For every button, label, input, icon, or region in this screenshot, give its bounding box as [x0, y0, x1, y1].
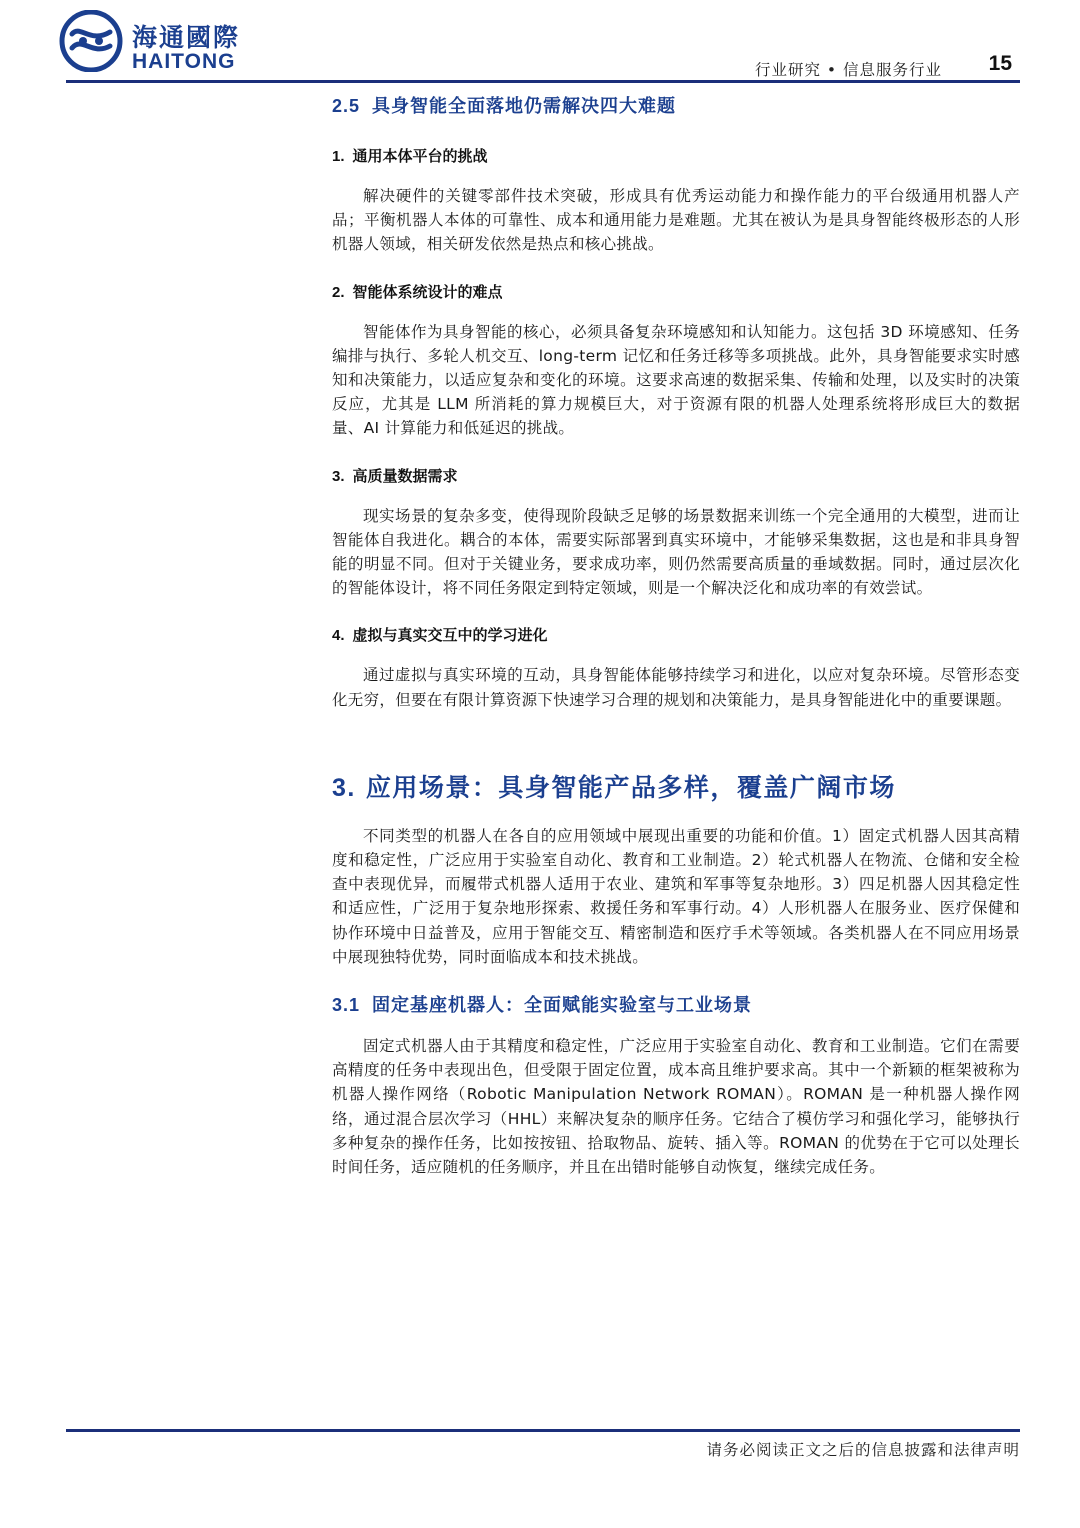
paragraph: 不同类型的机器人在各自的应用领域中展现出重要的功能和价值。1）固定式机器人因其高精度和稳定性，广泛应用于实验室自动化、教育和工业制造。2）轮式机器人在物流、仓储和安全检查中表现优异，而履带式机器人适用于农业、建筑和军事等复杂地形。3）四足机器人因其稳定性和适应性，广泛用于复杂地形探索、救援任务和军事行动。4）人形机器人在服务业、医疗保健和协作环境中日益普及，应用于智能交互、精密制造和医疗手术等领域。各类机器人在不同应用场景中展现独特优势，同时面临成本和技术挑战。 [332, 826, 1020, 966]
haitong-logo [58, 10, 248, 72]
footer-divider [66, 1429, 1020, 1432]
section-number: 2.5 [332, 96, 361, 116]
section-title: 应用场景：具身智能产品多样，覆盖广阔市场 [365, 772, 896, 802]
subsection-title: 高质量数据需求 [352, 466, 458, 485]
section-title: 固定基座机器人：全面赋能实验室与工业场景 [372, 995, 753, 1017]
section-2-5-heading [332, 90, 1020, 123]
section-number: 3.1 [332, 995, 361, 1016]
paragraph: 固定式机器人由于其精度和稳定性，广泛应用于实验室自动化、教育和工业制造。它们在需要高精度的任务中表现出色，但受限于固定位置，成本高且维护要求高。其中一个新颖的框架被称为机器人操作网络（Robotic Manipulation Network ROMAN）。ROMAN 是一种机器人操作网络，通过混合层次学习（HHL）来解决复杂的顺序任务。它结合了模仿学习和强化学习，能够执行多种复杂的操作任务，比如按按钮、拾取物品、旋转、插入等。ROMAN 的优势在于它可以处理长时间任务，适应随机的任务顺序，并且在出错时能够自动恢复，继续完成任务。 [332, 1037, 1020, 1177]
subsection-title: 通用本体平台的挑战 [352, 147, 488, 165]
subsection-heading [332, 620, 1020, 651]
subsection-heading [332, 461, 1020, 492]
page-number: 15 [988, 52, 1012, 75]
section-3-1-heading [332, 989, 1020, 1022]
header-divider [66, 80, 1020, 83]
subsection-title: 智能体系统设计的难点 [352, 282, 503, 301]
footer-disclaimer: 请务必阅读正文之后的信息披露和法律声明 [706, 1441, 1020, 1459]
paragraph: 解决硬件的关键零部件技术突破，形成具有优秀运动能力和操作能力的平台级通用机器人产品；平衡机器人本体的可靠性、成本和通用能力是难题。尤其在被认为是具身智能终极形态的人形机器人领域，相关研发依然是热点和核心挑战。 [332, 187, 1020, 254]
paragraph: 通过虚拟与真实环境的互动，具身智能体能够持续学习和进化，以应对复杂环境。尽管形态变化无穷，但要在有限计算资源下快速学习合理的规划和决策能力，是具身智能进化中的重要课题。 [332, 666, 1020, 709]
subsection-number: 1. [332, 148, 345, 165]
subsection-heading [332, 277, 1020, 308]
subsection-number: 2. [332, 283, 345, 301]
logo-english-name: HAITONG [132, 50, 236, 73]
logo-chinese-name: 海通國際 [132, 23, 241, 52]
subsection-number: 3. [332, 467, 345, 485]
paragraph: 智能体作为具身智能的核心，必须具备复杂环境感知和认知能力。这包括 3D 环境感知、任务编排与执行、多轮人机交互、long-term 记忆和任务迁移等多项挑战。此外，具身智能要求实时感知和决策能力，以适应复杂和变化的环境。这要求高速的数据采集、传输和处理，以及实时的决策反应，尤其是 LLM 所消耗的算力规模巨大，对于资源有限的机器人处理系统将形成巨大的数据量、AI 计算能力和低延迟的挑战。 [332, 322, 1020, 438]
header-category: 行业研究 • 信息服务行业 [755, 61, 942, 79]
haitong-logo-icon [58, 10, 124, 72]
paragraph: 现实场景的复杂多变，使得现阶段缺乏足够的场景数据来训练一个完全通用的大模型，进而让智能体自我进化。耦合的本体，需要实际部署到真实环境中，才能够采集数据，这也是和非具身智能的明显不同。但对于关键业务，要求成功率，则仍然需要高质量的垂域数据。同时，通过层次化的智能体设计，将不同任务限定到特定领域，则是一个解决泛化和成功率的有效尝试。 [332, 506, 1020, 598]
section-3-heading [332, 768, 1020, 808]
section-number: 3. [332, 773, 356, 802]
subsection-title: 虚拟与真实交互中的学习进化 [352, 626, 548, 645]
subsection-heading [332, 141, 1020, 172]
section-title: 具身智能全面落地仍需解决四大难题 [372, 96, 677, 117]
subsection-number: 4. [332, 627, 345, 645]
main-content [332, 90, 1020, 1179]
